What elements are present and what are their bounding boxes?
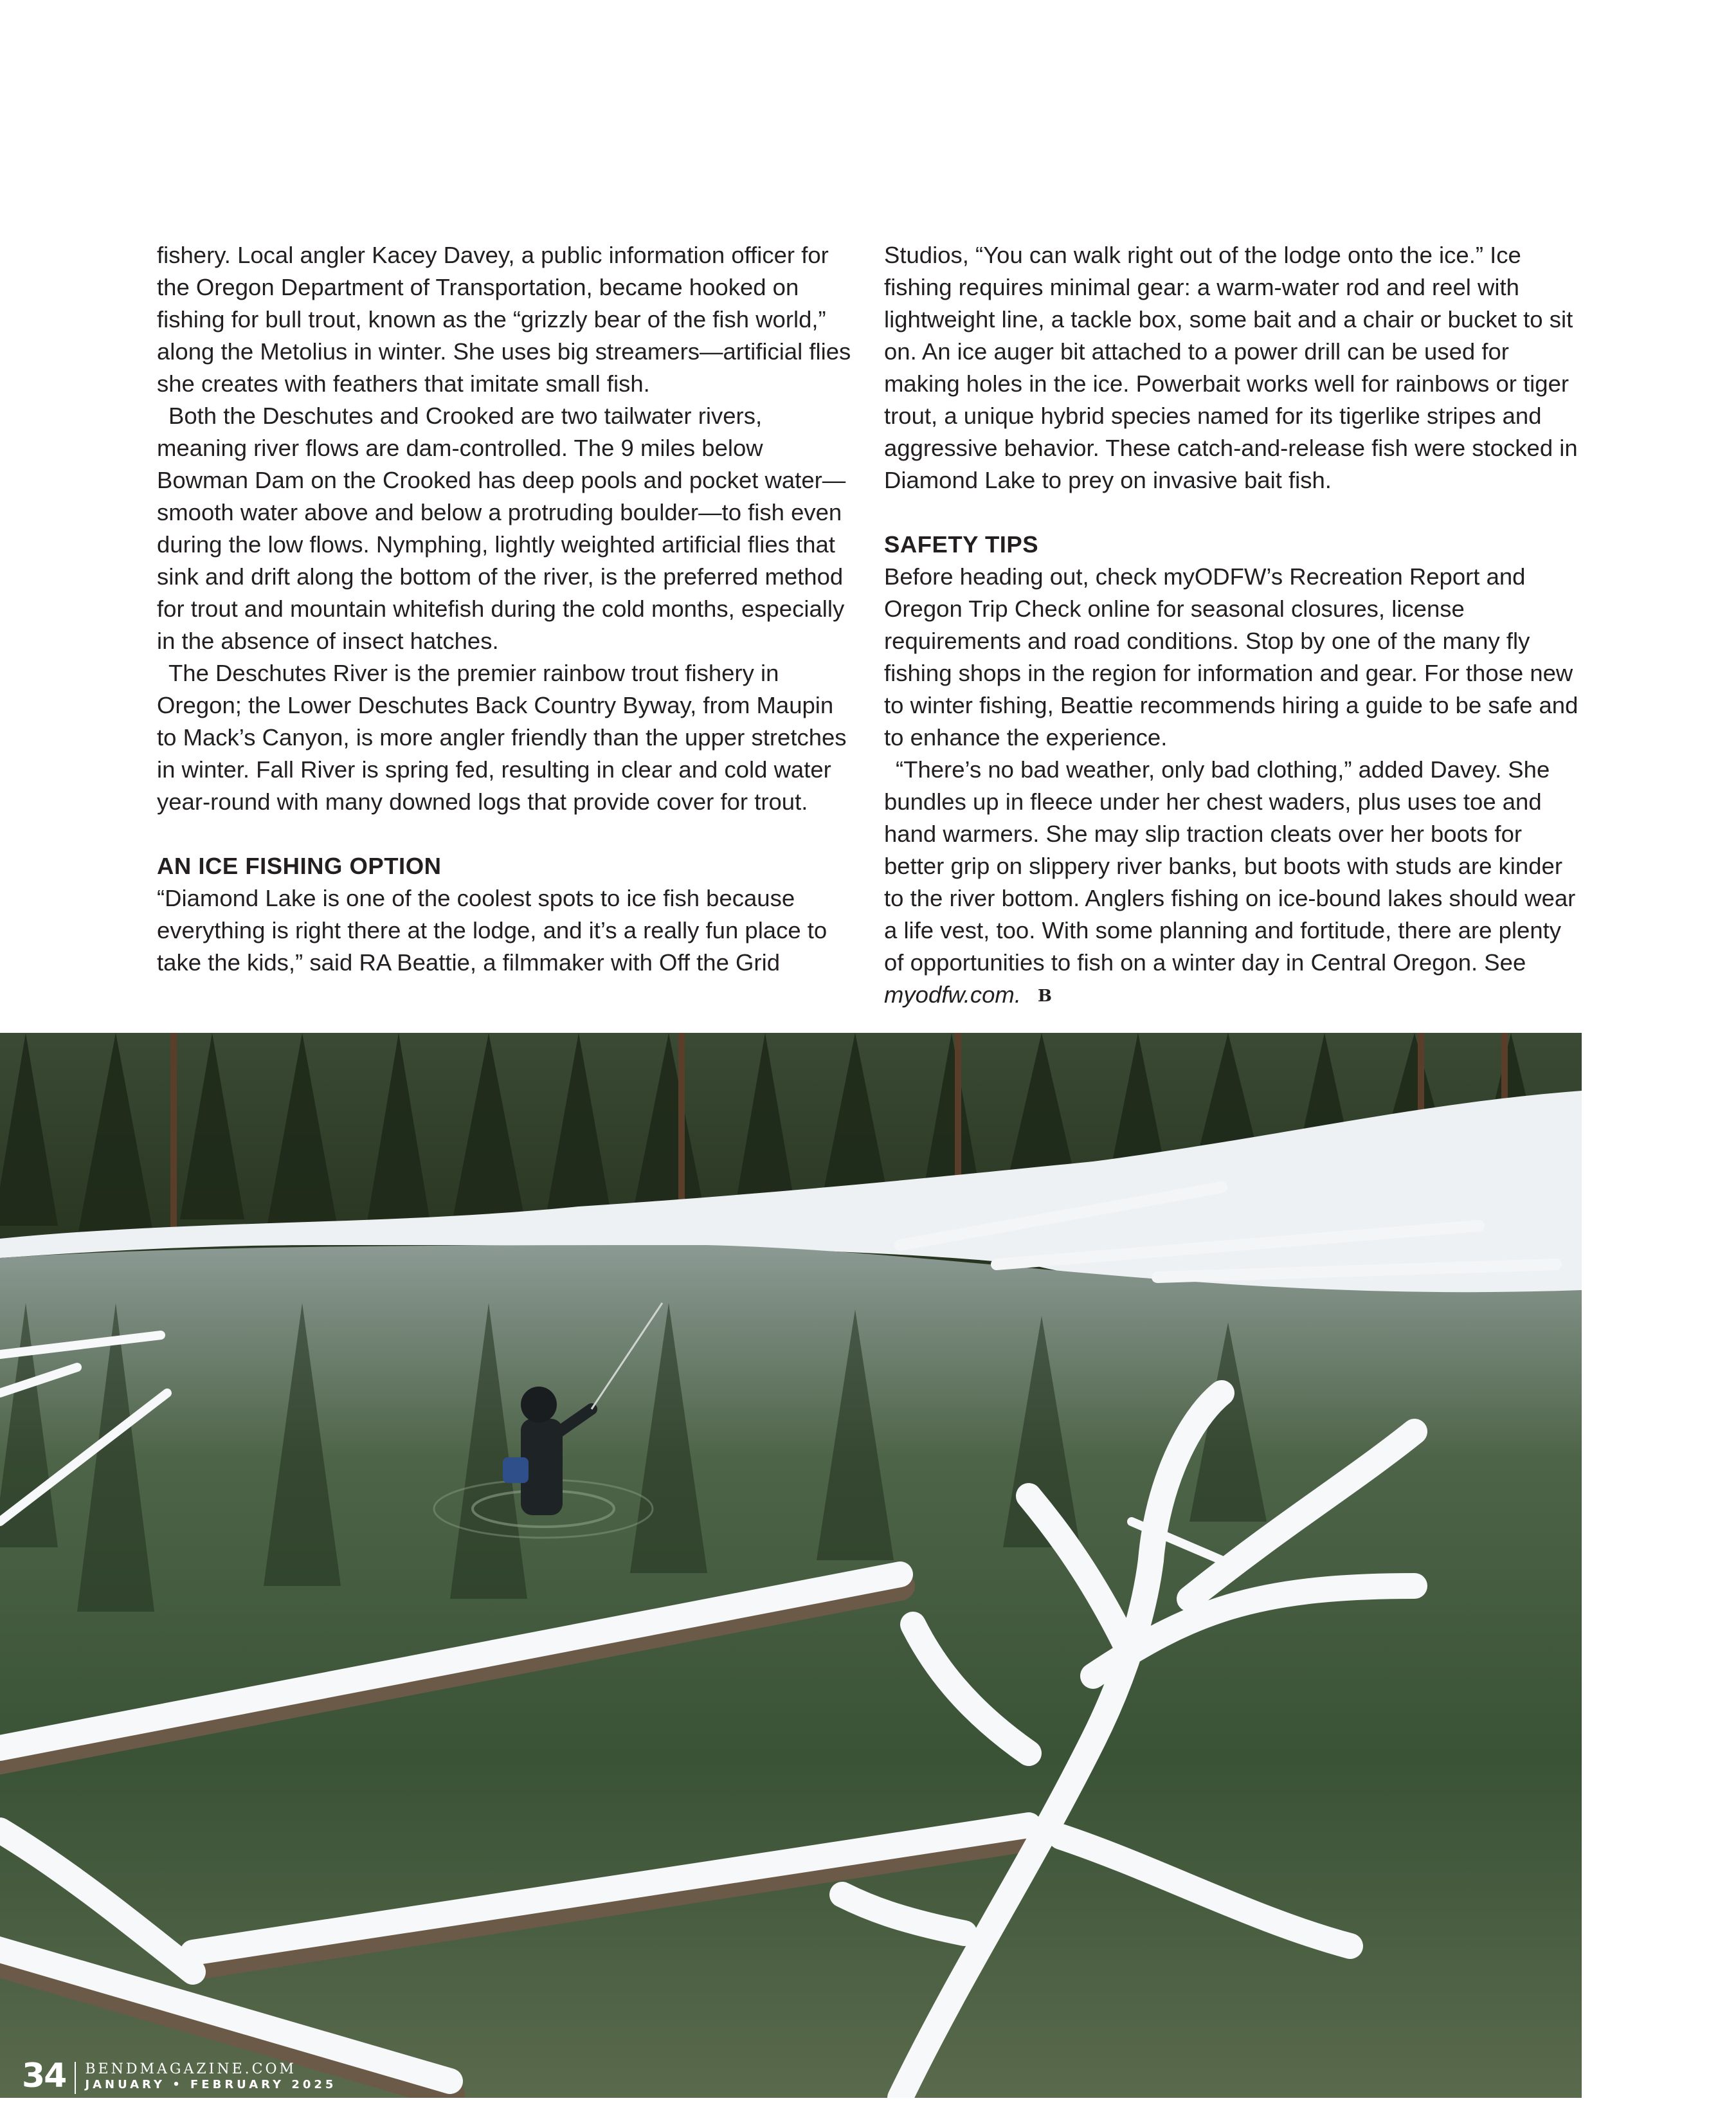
body-paragraph: fishery. Local angler Kacey Davey, a public information officer for the Oregon Department of Transportation, became hooked on fishing for bull trout, known as the “grizzly bear of the fish world,” along the Metolius in winter. She uses big streamers—artificial flies she creates with feathers that imitate small fish. — [157, 242, 851, 397]
body-paragraph: Before heading out, check myODFW’s Recreation Report and Oregon Trip Check online for seasonal closures, license requirements and road conditions. Stop by one of the many fly fishing shops in the region for information and gear. For those new to winter fishing, Beattie recommends hiring a guide to be safe and to enhance the experience. — [884, 563, 1578, 751]
page-number: 34 — [22, 2057, 66, 2095]
article-left-column — [157, 239, 851, 979]
article-right-column — [884, 239, 1578, 1011]
body-paragraph: Both the Deschutes and Crooked are two tailwater rivers, meaning river flows are dam-controlled. The 9 miles below Bowman Dam on the Crooked has deep pools and pocket water—smooth water above and below a protruding boulder—to fish even during the low flows. Nymphing, lightly weighted artificial flies that sink and drift along the bottom of the river, is the preferred method for trout and mountain whitefish during the cold months, especially in the absence of insect hatches. — [157, 403, 846, 654]
body-paragraph: Studios, “You can walk right out of the lodge onto the ice.” Ice fishing requires minimal gear: a warm-water rod and reel with lightweight line, a tackle box, some bait and a chair or bucket to sit on. An ice auger bit attached to a power drill can be used for making holes in the ice. Powerbait works well for rainbows or tiger trout, a unique hybrid species named for its tigerlike stripes and aggressive behavior. These catch-and-release fish were stocked in Diamond Lake to prey on invasive bait fish. — [884, 242, 1578, 493]
river-fishing-photo — [0, 1033, 1582, 2098]
section-heading-safety-tips: SAFETY TIPS — [884, 531, 1039, 558]
snowy-river-illustration — [0, 1033, 1582, 2098]
body-paragraph: The Deschutes River is the premier rainbow trout fishery in Oregon; the Lower Deschutes Back Country Byway, from Maupin to Mack’s Canyon, is more angler friendly than the upper stretches in winter. Fall River is spring fed, resulting in clear and cold water year-round with many downed logs that provide cover for trout. — [157, 660, 847, 815]
issue-date: JANUARY • FEBRUARY 2025 — [85, 2078, 337, 2091]
end-mark-icon: B — [1037, 987, 1050, 1006]
page-folio — [22, 2058, 336, 2103]
folio-divider — [75, 2062, 76, 2094]
folio-text — [85, 2058, 336, 2093]
final-paragraph-text: “There’s no bad weather, only bad clothing,” added Davey. She bundles up in fleece under her chest waders, plus uses toe and hand warmers. She may slip traction cleats over her boots for better grip on slippery river banks, but boots with studs are kinder to the river bottom. Anglers fishing on ice-bound lakes should wear a life vest, too. With some planning and fortitude, there are plenty of opportunities to fish on a winter day in Central Oregon. See — [884, 756, 1576, 976]
body-paragraph-final — [884, 754, 1578, 1011]
body-paragraph: “Diamond Lake is one of the coolest spots to ice fish because everything is right there at the lodge, and it’s a really fun place to take the kids,” said RA Beattie, a filmmaker with Off the Grid — [157, 885, 827, 976]
section-heading-ice-fishing: AN ICE FISHING OPTION — [157, 853, 442, 879]
website-reference: myodfw.com. — [884, 981, 1021, 1008]
magazine-website: BENDMAGAZINE.COM — [85, 2061, 297, 2077]
